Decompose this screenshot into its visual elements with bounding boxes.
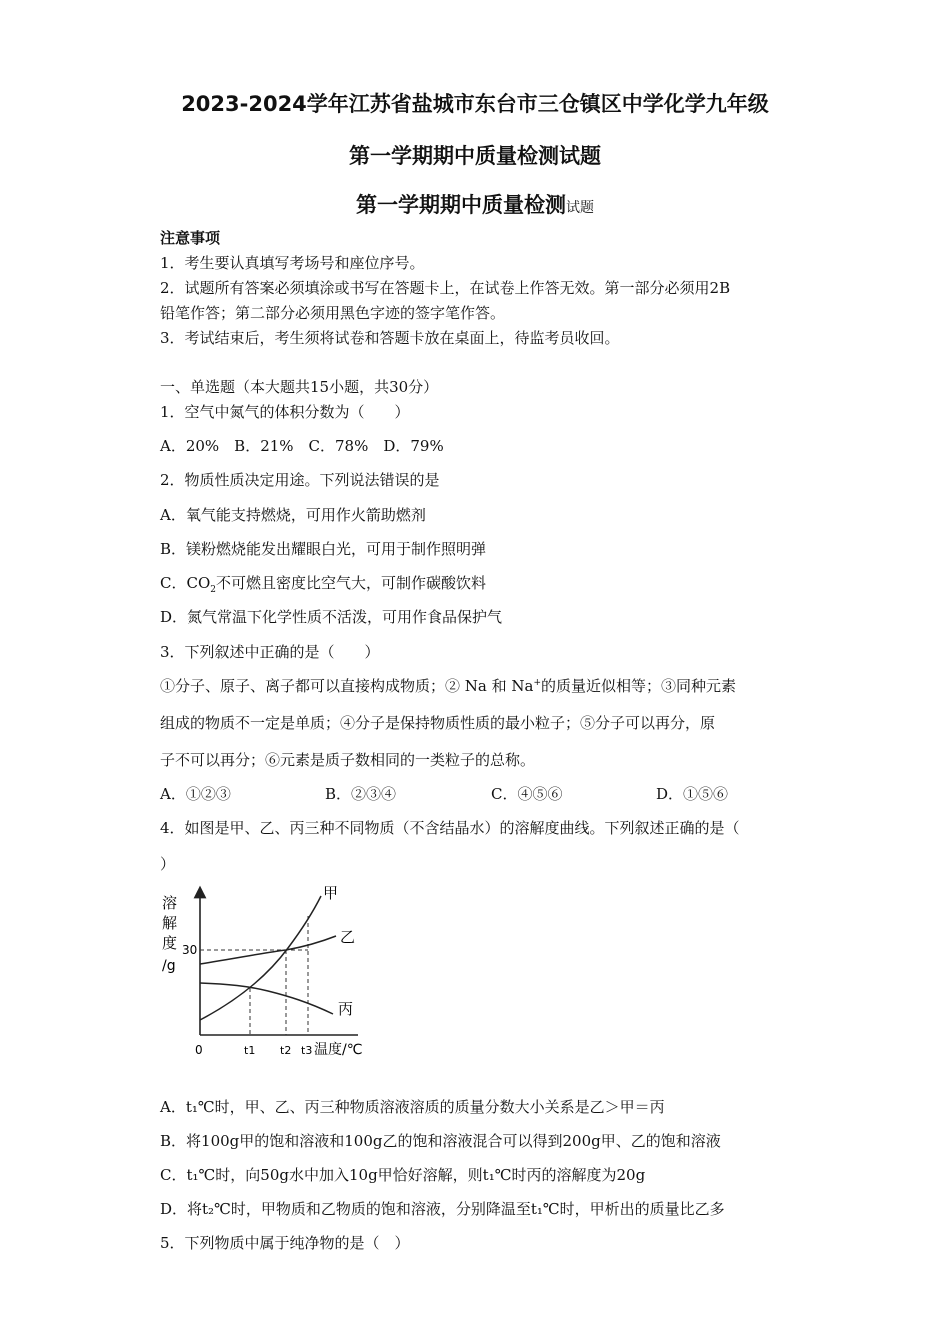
q2-stem: 2．物质性质决定用途。下列说法错误的是 xyxy=(160,471,440,489)
q5-stem: 5．下列物质中属于纯净物的是（ ） xyxy=(160,1234,410,1252)
q3-statement-line3: 子不可以再分；⑥元素是质子数相同的一类粒子的总称。 xyxy=(160,751,536,769)
q3-option-c: C．④⑤⑥ xyxy=(491,785,563,803)
solubility-chart xyxy=(158,880,388,1065)
notice-heading: 注意事项 xyxy=(160,229,221,247)
q3-option-b: B．②③④ xyxy=(325,785,397,803)
q3-option-d: D．①⑤⑥ xyxy=(656,785,729,803)
q3-option-a: A．①②③ xyxy=(160,785,231,803)
q2-option-c-sub: 2 xyxy=(210,585,216,595)
q3-l1-pre: ①分子、原子、离子都可以直接构成物质；② Na 和 Na xyxy=(160,677,534,695)
page-title-line3 xyxy=(0,189,950,219)
page-title-line3-main: 第一学期期中质量检测 xyxy=(356,193,566,217)
notice-item-3: 3．考试结束后，考生须将试卷和答题卡放在桌面上，待监考员收回。 xyxy=(160,329,620,347)
q3-l1-sup: + xyxy=(533,678,541,688)
label-yi: 乙 xyxy=(340,928,356,946)
q2-option-c xyxy=(160,572,486,595)
page-title-line1: 2023-2024学年江苏省盐城市东台市三仓镇区中学化学九年级 xyxy=(181,92,769,116)
q1-stem: 1．空气中氮气的体积分数为（ ） xyxy=(160,403,410,421)
q3-l1-post: 的质量近似相等；③同种元素 xyxy=(541,677,737,695)
q4-option-a: A．t₁℃时，甲、乙、丙三种物质溶液溶质的质量分数大小关系是乙＞甲＝丙 xyxy=(160,1098,665,1116)
q2-option-a: A．氧气能支持燃烧，可用作火箭助燃剂 xyxy=(160,506,426,524)
notice-item-1: 1．考生要认真填写考场号和座位序号。 xyxy=(160,254,425,272)
x-tick-t1: t1 xyxy=(244,1044,256,1057)
y-label-char-1: 溶 xyxy=(162,894,178,912)
label-jia: 甲 xyxy=(323,884,339,902)
y-label-char-2: 解 xyxy=(162,914,178,932)
x-label: 温度/℃ xyxy=(314,1042,363,1058)
curve-yi xyxy=(200,936,336,964)
q4-option-b: B．将100g甲的饱和溶液和100g乙的饱和溶液混合可以得到200g甲、乙的饱和溶液 xyxy=(160,1132,721,1150)
page-title-line3-small: 试题 xyxy=(566,200,594,216)
q2-option-c-post: 不可燃且密度比空气大，可制作碳酸饮料 xyxy=(216,574,487,592)
q2-option-b: B．镁粉燃烧能发出耀眼白光，可用于制作照明弹 xyxy=(160,540,487,558)
notice-item-2b: 铅笔作答；第二部分必须用黑色字迹的签字笔作答。 xyxy=(160,304,506,322)
q3-statement-line1 xyxy=(160,675,736,696)
q2-option-c-pre: C．CO xyxy=(160,574,211,592)
q1-options: A．20% B．21% C．78% D．79% xyxy=(160,437,444,455)
section-heading: 一、单选题（本大题共15小题，共30分） xyxy=(160,378,439,396)
notice-item-2a: 2．试题所有答案必须填涂或书写在答题卡上，在试卷上作答无效。第一部分必须用2B xyxy=(160,279,731,297)
x-tick-t2: t2 xyxy=(280,1044,292,1057)
y-mark-30: 30 xyxy=(182,943,198,957)
q4-stem-line2: ） xyxy=(160,855,176,873)
x-origin: 0 xyxy=(195,1043,203,1057)
q4-stem-line1: 4．如图是甲、乙、丙三种不同物质（不含结晶水）的溶解度曲线。下列叙述正确的是（ xyxy=(160,819,740,837)
q3-statement-line2: 组成的物质不一定是单质；④分子是保持物质性质的最小粒子；⑤分子可以再分，原 xyxy=(160,714,716,732)
x-tick-t3: t3 xyxy=(301,1044,313,1057)
q2-option-d: D．氮气常温下化学性质不活泼，可用作食品保护气 xyxy=(160,608,503,626)
label-bing: 丙 xyxy=(338,1000,354,1018)
q3-stem: 3．下列叙述中正确的是（ ） xyxy=(160,643,380,661)
page-title-line2: 第一学期期中质量检测试题 xyxy=(349,144,601,168)
y-label-char-4: /g xyxy=(162,958,176,974)
q4-option-c: C．t₁℃时，向50g水中加入10g甲恰好溶解，则t₁℃时丙的溶解度为20g xyxy=(160,1166,646,1184)
y-label-char-3: 度 xyxy=(162,934,178,952)
q4-option-d: D．将t₂℃时，甲物质和乙物质的饱和溶液，分别降温至t₁℃时，甲析出的质量比乙多 xyxy=(160,1200,725,1218)
